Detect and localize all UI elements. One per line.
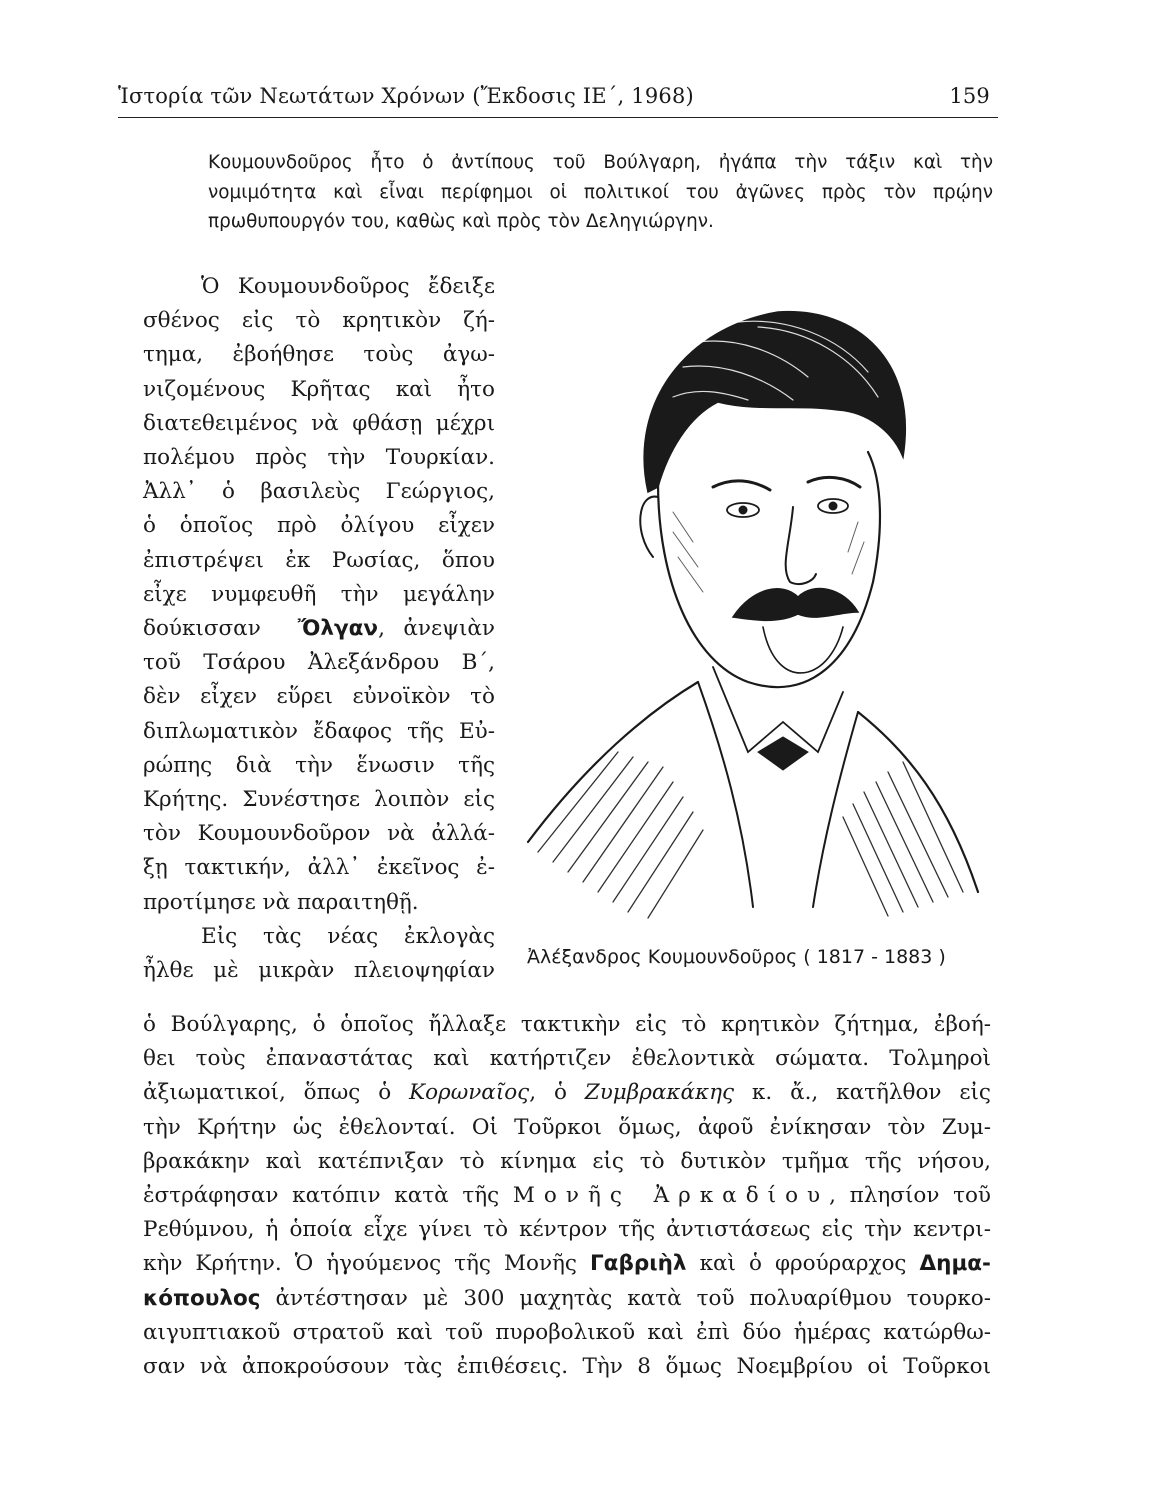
text-fragment: δούκισσαν <box>143 616 261 642</box>
text-line <box>143 612 495 646</box>
main-body-text <box>143 1008 991 1384</box>
text-line: Κουμουνδοῦρος ἦτο ὁ ἀντίπους τοῦ Βούλγαρη, ἠγάπα τὴν τάξιν καὶ τὴν <box>208 152 993 173</box>
text-line: βρακάκην καὶ κατέπνιξαν τὸ κίνημα εἰς τὸ δυτικὸν τμῆμα τῆς νήσου, <box>143 1148 991 1174</box>
figure-caption: Ἀλέξανδρος Κουμουνδοῦρος ( 1817 - 1883 ) <box>527 946 946 968</box>
text-line: Εἰς τὰς νέας ἐκλογὰς <box>201 923 495 949</box>
text-line: Κρήτης. Συνέστησε λοιπὸν εἰς <box>143 787 495 813</box>
text-fragment: , πλησίον τοῦ <box>829 1183 992 1209</box>
running-title: Ἱστορία τῶν Νεωτάτων Χρόνων (Ἔκδοσις ΙΕ΄, 1968) <box>118 84 694 108</box>
text-line: πρωθυπουργόν του, καθὼς καὶ πρὸς τὸν Δεληγιώργην. <box>208 211 714 232</box>
text-line: τὴν Κρήτην ὡς ἐθελονταί. Οἱ Τοῦρκοι ὅμως, ἀφοῦ ἐνίκησαν τὸν Ζυμ- <box>143 1114 991 1140</box>
text-line: νομιμότητα καὶ εἶναι περίφημοι οἱ πολιτικοί του ἀγῶνες πρὸς τὸν πρῴην <box>208 181 993 203</box>
text-fragment: , ἀνεψιὰν <box>378 616 496 642</box>
name-dimakopoulos-part1: Δημα- <box>919 1251 991 1277</box>
text-line: εἶχε νυμφευθῆ τὴν μεγάλην <box>143 581 495 607</box>
text-line: σαν νὰ ἀποκρούσουν τὰς ἐπιθέσεις. Τὴν 8 ὅμως Νοεμβρίου οἱ Τοῦρκοι <box>143 1354 991 1380</box>
name-olga: Ὄλγαν <box>297 616 379 642</box>
text-line: Ρεθύμνου, ἡ ὁποία εἶχε γίνει τὸ κέντρον τῆς ἀντιστάσεως εἰς τὴν κεντρι- <box>143 1217 991 1243</box>
ear <box>640 497 658 557</box>
text-fragment: , ὁ <box>529 1080 567 1106</box>
text-line <box>143 1076 991 1110</box>
header-rule <box>118 117 998 118</box>
text-line: ρώπης διὰ τὴν ἕνωσιν τῆς <box>143 752 495 778</box>
text-line: προτίμησε νὰ παραιτηθῇ. <box>143 889 419 915</box>
text-line: ἦλθε μὲ μικρὰν πλειοψηφίαν <box>143 958 495 984</box>
text-line: ἐπιστρέψει ἐκ Ρωσίας, ὅπου <box>143 547 495 573</box>
text-fragment: κὴν Κρήτην. Ὁ ἡγούμενος τῆς Μονῆς <box>143 1251 577 1277</box>
text-line <box>143 1282 991 1316</box>
text-line <box>143 1179 991 1213</box>
shirt-collar <box>713 667 843 752</box>
text-fragment: ἀντέστησαν μὲ 300 μαχητὰς κατὰ τοῦ πολυαρίθμου τουρκο- <box>275 1285 992 1311</box>
lapel-left <box>698 682 753 907</box>
text-line: ὁ ὁποῖος πρὸ ὀλίγου εἶχεν <box>143 513 495 539</box>
bow-tie <box>758 737 808 770</box>
text-fragment: ἐστράφησαν κατόπιν κατὰ τῆς <box>143 1183 500 1209</box>
text-line: τὸν Κουμουνδοῦρον νὰ ἀλλά- <box>143 821 495 847</box>
text-line: Ὁ Κουμουνδοῦρος ἔδειξε <box>201 274 495 299</box>
left-column-text <box>143 270 495 988</box>
name-koronaios: Κορωναῖος <box>409 1080 530 1106</box>
name-gavriil: Γαβριὴλ <box>589 1251 687 1277</box>
text-line: διατεθειμένος νὰ φθάσῃ μέχρι <box>143 410 495 436</box>
text-line: ξῃ τακτικήν, ἀλλ᾽ ἐκεῖνος ἐ- <box>143 855 495 881</box>
text-fragment: ἀξιωματικοί, ὅπως ὁ <box>143 1080 392 1106</box>
intro-paragraph <box>208 148 993 237</box>
text-line: τοῦ Τσάρου Ἀλεξάνδρου Β΄, <box>143 650 495 676</box>
face-shading <box>673 512 864 592</box>
text-fragment: κ. ἄ., κατῆλθον εἰς <box>751 1080 991 1106</box>
text-line: αιγυπτιακοῦ στρατοῦ καὶ τοῦ πυροβολικοῦ καὶ ἐπὶ δύο ἡμέρας κατώρθω- <box>143 1319 991 1345</box>
text-line <box>143 1247 991 1281</box>
moustache <box>733 589 858 621</box>
text-fragment: καὶ ὁ φρούραρχος <box>699 1251 907 1277</box>
name-zymvrakakis: Ζυμβρακάκης <box>584 1080 735 1106</box>
nose <box>786 507 816 584</box>
lapel-right <box>813 712 858 907</box>
text-line: νιζομένους Κρῆτας καὶ ἦτο <box>143 376 495 402</box>
text-line: Ἀλλ᾽ ὁ βασιλεὺς Γεώργιος, <box>143 479 495 505</box>
text-line: ὁ Βούλγαρης, ὁ ὁποῖος ἤλλαξε τακτικὴν εἰς τὸ κρητικὸν ζήτημα, ἐβοή- <box>143 1012 991 1037</box>
text-line: διπλωματικὸν ἔδαφος τῆς Εὐ- <box>143 718 495 744</box>
text-line: τημα, ἐβοήθησε τοὺς ἀγω- <box>143 342 495 368</box>
text-line: θει τοὺς ἐπαναστάτας καὶ κατήρτιζεν ἐθελοντικὰ σώματα. Τολμηροὶ <box>143 1046 991 1072</box>
text-line: σθένος εἰς τὸ κρητικὸν ζή- <box>143 308 495 334</box>
text-line: δὲν εἶχεν εὕρει εὐνοϊκὸν τὸ <box>143 684 495 710</box>
portrait-engraving <box>508 282 994 922</box>
page-number: 159 <box>949 84 990 108</box>
text-line: πολέμου πρὸς τὴν Τουρκίαν. <box>143 445 495 471</box>
right-brow <box>808 477 860 487</box>
name-arkadi-monastery: Μονῆς Ἀρκαδίου <box>512 1183 830 1209</box>
coat-outline <box>528 682 978 892</box>
left-brow <box>713 481 770 490</box>
face-outline <box>658 452 880 687</box>
running-header <box>118 84 990 114</box>
hair <box>644 312 905 492</box>
name-dimakopoulos-part2: κόπουλος <box>143 1285 261 1311</box>
